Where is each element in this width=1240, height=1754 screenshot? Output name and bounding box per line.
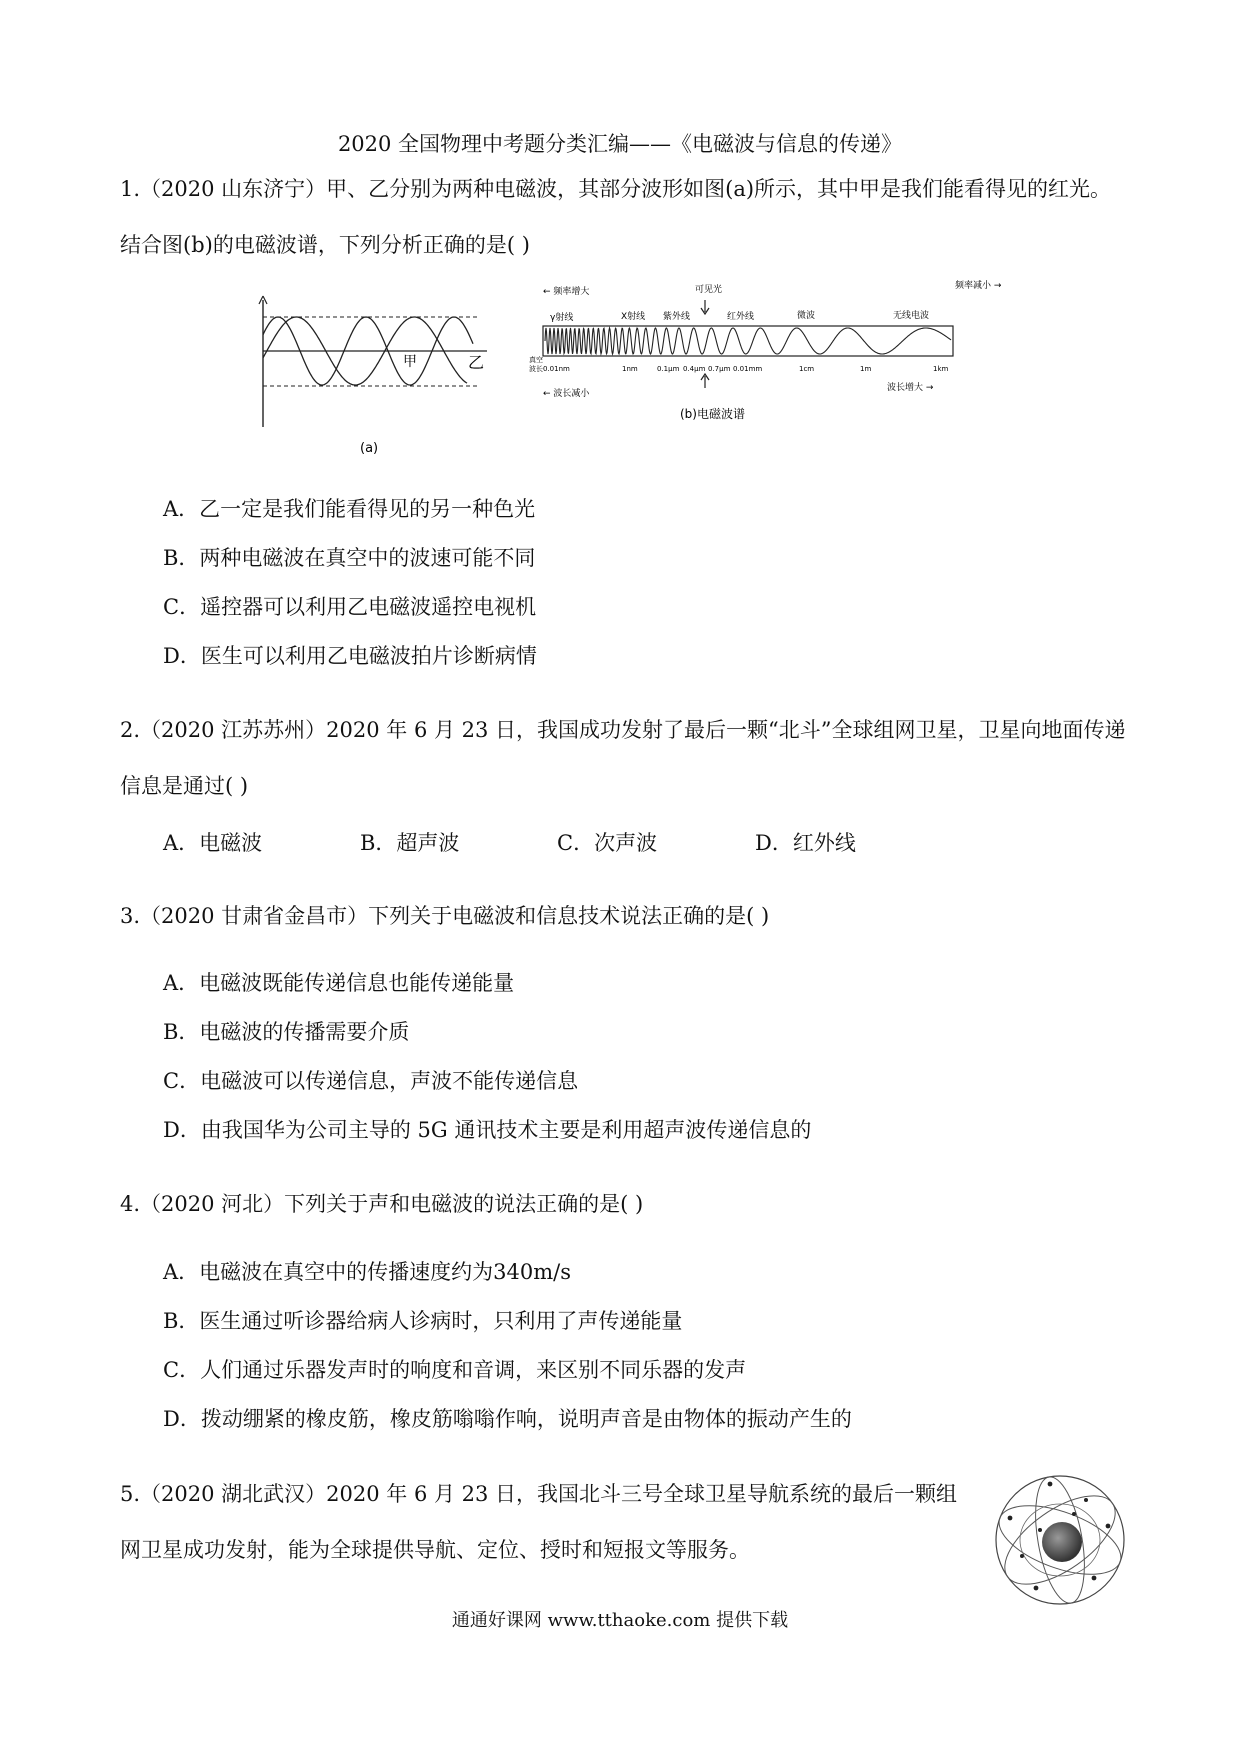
footer-download-source: 通通好课网 www.tthaoke.com 提供下载 <box>451 1610 789 1631</box>
q4-option-b: B．医生通过听诊器给病人诊病时，只利用了声传递能量 <box>163 1309 683 1333</box>
tick-2: 0.1μm <box>657 365 680 373</box>
freq-decrease-label: 频率减小 → <box>955 281 1002 291</box>
wavelength-decrease-label: ← 波长减小 <box>543 389 590 399</box>
label-yi: 乙 <box>468 353 485 372</box>
satellite-constellation-illustration <box>990 1470 1130 1610</box>
figure-b-spectrum <box>529 272 1075 472</box>
tick-0: 0.01nm <box>543 365 570 373</box>
tick-7: 1m <box>860 365 872 373</box>
page-title: 2020 全国物理中考题分类汇编——《电磁波与信息的传递》 <box>337 132 903 156</box>
q1-option-a: A．乙一定是我们能看得见的另一种色光 <box>163 497 536 521</box>
freq-increase-label: ← 频率增大 <box>543 287 590 297</box>
side-label-vacuum: 真空 <box>529 356 543 364</box>
q4-option-d: D．拨动绷紧的橡皮筋，橡皮筋嗡嗡作响，说明声音是由物体的振动产生的 <box>163 1407 852 1431</box>
visible-light-label: 可见光 <box>695 285 723 295</box>
question-3-stem: 3.（2020 甘肃省金昌市）下列关于电磁波和信息技术说法正确的是( ) <box>120 904 770 928</box>
q3-option-c: C．电磁波可以传递信息，声波不能传递信息 <box>163 1069 579 1093</box>
tick-5: 0.01mm <box>733 365 763 373</box>
wavelength-increase-label: 波长增大 → <box>887 383 934 393</box>
band-radio: 无线电波 <box>893 311 930 321</box>
q1-option-d: D．医生可以利用乙电磁波拍片诊断病情 <box>163 644 537 668</box>
q1-option-c: C．遥控器可以利用乙电磁波遥控电视机 <box>163 595 537 619</box>
band-xray: X射线 <box>621 312 646 322</box>
band-microwave: 微波 <box>797 311 816 321</box>
q2-option-b: B．超声波 <box>360 831 460 855</box>
side-label-wavelength: 波长 <box>529 365 543 373</box>
tick-3: 0.4μm <box>683 365 706 373</box>
question-4-stem: 4.（2020 河北）下列关于声和电磁波的说法正确的是( ) <box>120 1192 644 1216</box>
tick-4: 0.7μm <box>708 365 731 373</box>
question-1-stem: 1.（2020 山东济宁）甲、乙分别为两种电磁波，其部分波形如图(a)所示，其中甲是我们能看得见的红光。结合图(b)的电磁波谱，下列分析正确的是( ) <box>120 177 1112 257</box>
q2-option-c: C．次声波 <box>557 831 658 855</box>
q4-option-c: C．人们通过乐器发声时的响度和音调，来区别不同乐器的发声 <box>163 1358 747 1382</box>
label-jia: 甲 <box>403 354 417 370</box>
q3-option-d: D．由我国华为公司主导的 5G 通讯技术主要是利用超声波传递信息的 <box>163 1118 812 1142</box>
band-ir: 红外线 <box>727 312 755 322</box>
q3-option-b: B．电磁波的传播需要介质 <box>163 1020 410 1044</box>
tick-8: 1km <box>933 365 949 373</box>
question-2-stem: 2.（2020 江苏苏州）2020 年 6 月 23 日，我国成功发射了最后一颗“北斗”全球组网卫星，卫星向地面传递信息是通过( ) <box>120 718 1126 798</box>
q1-option-b: B．两种电磁波在真空中的波速可能不同 <box>163 546 536 570</box>
q2-option-d: D．红外线 <box>755 831 856 855</box>
q3-option-a: A．电磁波既能传递信息也能传递能量 <box>163 971 515 995</box>
figure-b-caption: (b)电磁波谱 <box>680 407 745 421</box>
band-uv: 紫外线 <box>663 312 691 322</box>
tick-1: 1nm <box>622 365 638 373</box>
q2-option-a: A．电磁波 <box>163 831 263 855</box>
band-gamma: γ射线 <box>550 313 574 323</box>
figure-a-waves <box>255 292 500 472</box>
question-5-stem: 5.（2020 湖北武汉）2020 年 6 月 23 日，我国北斗三号全球卫星导航系统的最后一颗组网卫星成功发射，能为全球提供导航、定位、授时和短报文等服务。 <box>120 1482 958 1562</box>
tick-6: 1cm <box>799 365 815 373</box>
q4-option-a: A．电磁波在真空中的传播速度约为340m/s <box>163 1260 572 1284</box>
figure-a-caption: (a) <box>360 441 379 456</box>
